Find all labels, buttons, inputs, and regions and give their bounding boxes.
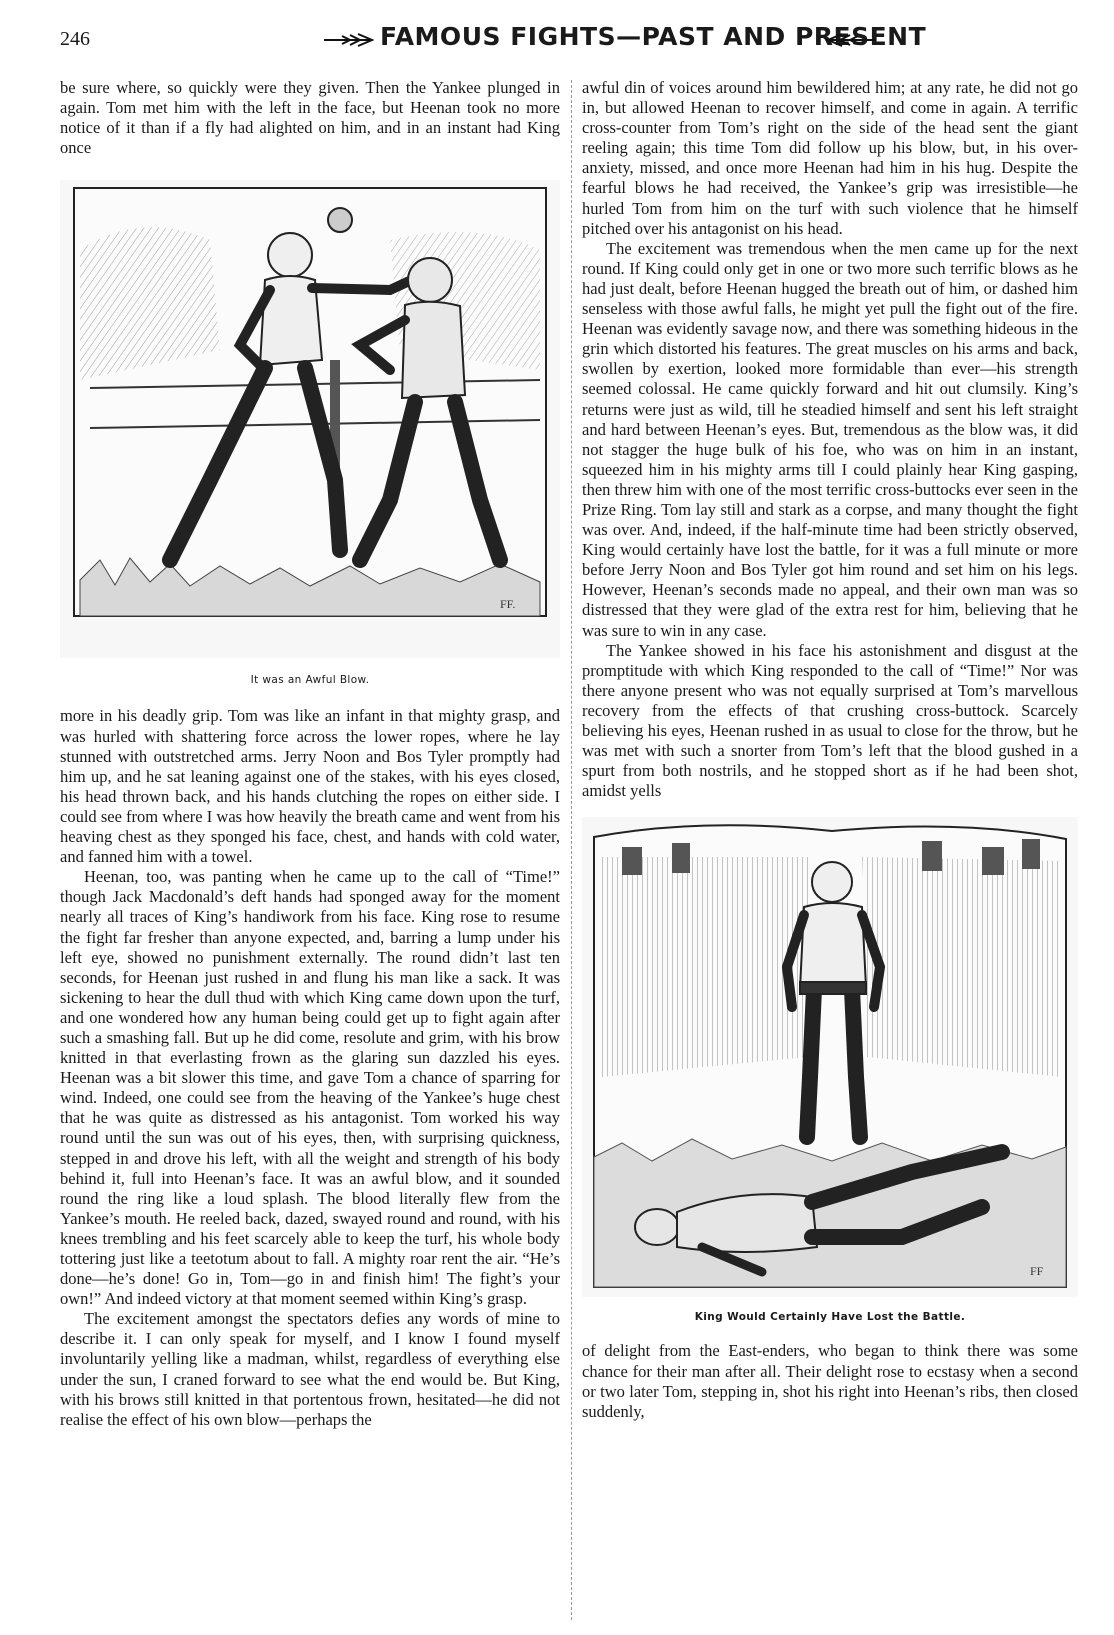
boxers-punching-illustration xyxy=(60,180,560,658)
illustration-frame xyxy=(582,817,1078,1297)
boxer-standing-over-fallen-illustration xyxy=(582,817,1078,1297)
paragraph: Heenan, too, was panting when he came up to the call of “Time!” though Jack Macdonald’s deft hands had sponged away for the moment nearly all traces of King’s handiwork from his face. King rose to resume the fight far fresher than anyone expected, and, barring a lump under his left eye, showed no punishment externally. The round didn’t last ten seconds, for Heenan just rushed in and flung his man like a sack. It was sickening to hear the dull thud with which King came down upon the turf, and one wondered how any human being could get up to fight again after such a smashing fall. But up he did come, resolute and grim, with his brow knitted in that everlasting frown as the glaring sun dazzled his eyes. Heenan was a bit slower this time, and gave Tom a chance of sparring for wind. Indeed, one could see from the heaving of the Yankee’s huge chest that he was quite as distressed as his antagonist. Tom worked his way round until the sun was out of his eyes, then, with surprising quickness, stepped in and drove his left, with all the weight and strength of his body behind it, full into Heenan’s face. It was an awful blow, and it sounded round the ring like a loud splash. The blood literally flew from the Yankee’s mouth. He reeled back, dazed, swayed round and round, with his knees trembling and his feet scarcely able to keep the turf, his whole body tottering just like a teetotum about to fall. A mighty roar rent the air. “He’s done—he’s done! Go in, Tom—go in and finish him! The fight’s your own!” And indeed victory at that moment seemed within King’s grasp. xyxy=(60,867,560,1309)
paragraph: The Yankee showed in his face his astonishment and disgust at the promptitude with which King responded to the call of “Time!” Nor was there anyone present who was not equally surprised at Tom’s marvellous recovery from the effects of that crushing cross-buttock. Scarcely believing his eyes, Heenan rushed in as usual to close for the throw, but he was met with such a snorter from Tom’s left that the blood gushed in a spurt from both nostrils, and he stopped short as if he had been shot, amidst yells xyxy=(582,640,1078,801)
right-ornament-icon xyxy=(826,32,878,48)
paragraph: awful din of voices around him bewildered him; at any rate, he did not go in, but allowed Heenan to recover himself, and come in again. A terrific cross-counter from Tom’s right on the side of the head sent the giant reeling again; this time Tom did follow up his blow, but, in his over-anxiety, missed, and once more Heenan had him in his hug. Despite the fearful blows he had received, the Yankee’s grip was irresistible—he hurled Tom from him on the turf with such violence that he himself pitched over his antagonist on his head. xyxy=(582,78,1078,238)
artist-signature: FF. xyxy=(500,597,516,612)
illustration-lost-battle xyxy=(582,817,1078,1327)
figure-caption: It was an Awful Blow. xyxy=(250,674,370,687)
paragraph: more in his deadly grip. Tom was like an infant in that mighty grasp, and was hurled with shattering force across the lower ropes, where he lay stunned with outstretched arms. Jerry Noon and Bos Tyler promptly had him up, and he sat leaning against one of the stakes, with his eyes closed, his head thrown back, and his hands clutching the ropes on either side. I could see from where I was how heavily the breath came and went from his heaving chest as they sponged his face, chest, and hands with cold water, and fanned him with a towel. xyxy=(60,706,560,867)
column-rule xyxy=(571,80,572,1620)
illustration-awful-blow xyxy=(60,180,560,690)
running-title: FAMOUS FIGHTS—PAST AND PRESENT xyxy=(380,22,927,51)
paragraph: be sure where, so quickly were they given. Then the Yankee plunged in again. Tom met him with the left in the face, but Heenan took no more notice of it than if a fly had alighted on him, and in an instant had King once xyxy=(60,78,560,158)
paragraph: The excitement amongst the spectators defies any words of mine to describe it. I can only speak for myself, and I know I found myself involuntarily yelling like a madman, whilst, regardless of everything else under the sun, I craned forward to see what the end would be. But King, with his brows still knitted in that portentous frown, hesitated—he did not realise the effect of his own blow—perhaps the xyxy=(60,1309,560,1429)
figure-caption: King Would Certainly Have Lost the Battle. xyxy=(694,1311,966,1324)
page-number: 246 xyxy=(60,28,90,50)
paragraph: of delight from the East-enders, who began to think there was some chance for their man after all. Their delight rose to ecstasy when a second or two later Tom, stepping in, shot his right into Heenan’s ribs, then closed suddenly, xyxy=(582,1341,1078,1421)
artist-signature: FF xyxy=(1030,1264,1044,1279)
paragraph: The excitement was tremendous when the men came up for the next round. If King could only get in one or two more such terrific blows as he had just dealt, before Heenan hugged the breath out of him, or dashed him senseless with those awful falls, he might yet pull the fight out of the fire. Heenan was evidently savage now, and there was something hideous in the grin which distorted his features. The great muscles on his arms and back, swollen by exertion, looked more formidable than ever—his strength seemed colossal. He came quickly forward and hit out clumsily. King’s returns were just as wild, till he steadied himself and sent his left straight and hard between Heenan’s eyes. But, tremendous as the blow was, it did not stagger the huge bulk of his foe, who was on him in an instant, squeezed him in his mighty arms till I could plainly hear King gasping, then threw him with one of the most terrific cross-buttocks ever seen in the Prize Ring. Tom lay still and stark as a corpse, and many thought the fight was over. And, indeed, if the half-minute time had been strictly observed, King would certainly have lost the battle, for it was a full minute or more before Jerry Noon and Bos Tyler got him round and set him on his legs. However, Heenan’s seconds made no appeal, and their own man was so distressed that they were glad of the extra rest for him, believing that he was sure to win in any case. xyxy=(582,238,1078,640)
left-ornament-icon xyxy=(322,32,374,48)
illustration-frame xyxy=(60,180,560,658)
page-header xyxy=(60,22,1060,64)
left-column xyxy=(60,78,560,1623)
right-column xyxy=(582,78,1078,1623)
